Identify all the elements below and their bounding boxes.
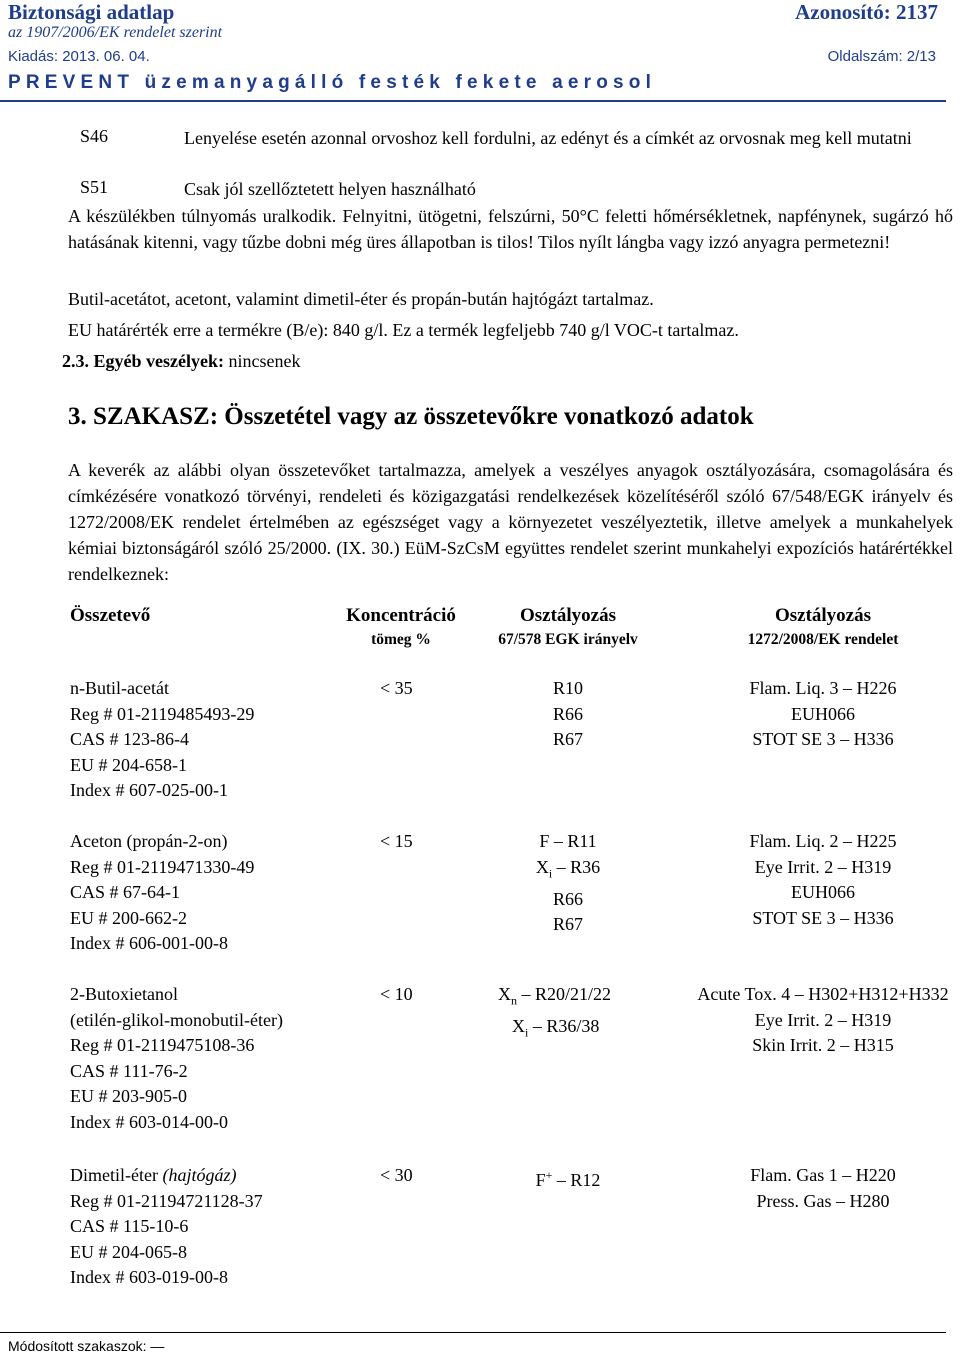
component-identifiers [70, 829, 370, 957]
component-reg-number: Reg # 01-2119471330-49 [70, 856, 255, 877]
clp-phrase: Acute Tox. 4 – H302+H312+H332 [697, 984, 949, 1004]
ec-phrase-with-symbol [498, 1014, 648, 1046]
component-cas-number: CAS # 111-76-2 [70, 1060, 188, 1081]
ec-phrase-with-symbol [498, 982, 648, 1014]
header-divider [0, 100, 946, 102]
ec-phrase: R67 [552, 729, 583, 750]
hazard-symbol-subscript: i [525, 1025, 529, 1040]
clp-phrase: Eye Irrit. 2 – H319 [754, 856, 892, 877]
ec-phrase: – R36/38 [532, 1016, 600, 1037]
ec-phrase: R10 [552, 678, 583, 698]
ec-phrase: R66 [552, 888, 583, 909]
ec-phrase: R67 [552, 914, 583, 935]
column-header-classification-clp: Osztályozás [774, 605, 872, 626]
component-eu-number: EU # 200-662-2 [70, 907, 187, 928]
ec-phrase-with-symbol [488, 1163, 648, 1194]
voc-limit-statement: EU határérték erre a termékre (B/e): 840 g/l. Ez a termék legfeljebb 740 g/l VOC-t tartalmaz. [68, 320, 739, 340]
component-identifiers [70, 1163, 370, 1291]
component-role: (hajtógáz) [162, 1165, 237, 1185]
clp-phrase: Flam. Liq. 2 – H225 [749, 831, 897, 851]
ec-phrase: – R36 [556, 856, 601, 877]
component-index-number: Index # 603-014-00-0 [70, 1111, 228, 1132]
component-cas-number: CAS # 67-64-1 [70, 882, 181, 903]
propellant-statement: Butil-acetátot, acetont, valamint dimetil-éter és propán-bután hajtógázt tartalmaz. [68, 289, 654, 309]
clp-classification [688, 829, 958, 931]
document-title: Biztonsági adatlap [8, 0, 175, 24]
clp-phrase: Flam. Gas 1 – H220 [750, 1165, 896, 1185]
clp-phrase: Flam. Liq. 3 – H226 [749, 678, 897, 698]
ec-phrase: R66 [552, 703, 583, 724]
component-reg-number: Reg # 01-2119475108-36 [70, 1035, 255, 1056]
hazard-symbol-subscript: n [511, 993, 517, 1008]
section-3-title: 3. SZAKASZ: Összetétel vagy az összetevőkre vonatkozó adatok [68, 403, 754, 430]
component-index-number: Index # 603-019-00-8 [70, 1267, 228, 1288]
s-phrase-text: Csak jól szellőztetett helyen használható [184, 179, 476, 199]
regulation-reference: az 1907/2006/EK rendelet szerint [8, 24, 223, 41]
component-concentration: < 15 [380, 831, 413, 851]
component-eu-number: EU # 204-658-1 [70, 754, 187, 775]
hazard-symbol-letter: X [498, 984, 511, 1004]
component-synonym: (etilén-glikol-monobutil-éter) [70, 1009, 283, 1030]
column-header-classification-ec-sub: 67/578 EGK irányelv [498, 631, 638, 648]
other-hazards-label: 2.3. Egyéb veszélyek: [62, 351, 224, 371]
component-index-number: Index # 606-001-00-8 [70, 933, 228, 954]
component-eu-number: EU # 204-065-8 [70, 1241, 187, 1262]
component-concentration: < 35 [380, 678, 413, 698]
component-identifiers [70, 676, 370, 804]
hazard-symbol-letter: X [535, 856, 549, 877]
hazard-symbol-subscript: i [548, 866, 553, 881]
column-header-concentration: Koncentráció [346, 605, 456, 626]
component-identifiers [70, 982, 370, 1136]
component-index-number: Index # 607-025-00-1 [70, 780, 228, 801]
document-header [0, 0, 960, 100]
ec-phrase-with-symbol [488, 855, 648, 887]
product-name: PREVENT üzemanyagálló festék fekete aerosol [8, 72, 657, 93]
ec-classification [488, 676, 648, 753]
clp-phrase: Eye Irrit. 2 – H319 [754, 1009, 892, 1030]
clp-classification [688, 982, 958, 1059]
column-header-component: Összetevő [70, 605, 151, 626]
clp-phrase: STOT SE 3 – H336 [752, 729, 894, 750]
component-concentration: < 30 [380, 1165, 413, 1185]
ec-classification [488, 1163, 648, 1194]
other-hazards-value: nincsenek [228, 351, 301, 371]
s-phrase-code: S46 [80, 126, 109, 146]
ec-phrase: – R12 [556, 1170, 601, 1190]
modified-sections-note: Módosított szakaszok: — [8, 1338, 165, 1354]
component-name: Dimetil-éter [70, 1165, 158, 1185]
column-header-classification-clp-sub: 1272/2008/EK rendelet [747, 631, 899, 648]
ec-phrase: – R20/21/22 [521, 984, 612, 1004]
column-header-concentration-unit: tömeg % [371, 631, 431, 648]
page-number: Oldalszám: 2/13 [827, 48, 936, 65]
other-hazards [62, 351, 300, 372]
ec-classification [498, 982, 648, 1046]
component-eu-number: EU # 203-905-0 [70, 1086, 187, 1107]
footer-divider [0, 1332, 946, 1333]
clp-phrase: Press. Gas – H280 [756, 1190, 890, 1211]
component-reg-number: Reg # 01-2119485493-29 [70, 703, 255, 724]
ec-classification [488, 829, 648, 938]
s-phrase-text: Lenyelése esetén azonnal orvoshoz kell fordulni, az edényt és a címkét az orvosnak meg kell mutatni [184, 128, 912, 148]
component-name: 2-Butoxietanol [70, 984, 178, 1004]
component-cas-number: CAS # 123-86-4 [70, 729, 190, 750]
document-identifier: Azonosító: 2137 [795, 0, 938, 24]
clp-phrase: STOT SE 3 – H336 [752, 907, 894, 928]
clp-phrase: Skin Irrit. 2 – H315 [752, 1035, 894, 1056]
component-name: Aceton (propán-2-on) [70, 831, 228, 851]
hazard-symbol-letter: F [535, 1170, 546, 1190]
hazard-symbol-letter: X [512, 1016, 525, 1037]
component-name: n-Butil-acetát [70, 678, 169, 698]
clp-phrase: EUH066 [791, 703, 855, 724]
component-cas-number: CAS # 115-10-6 [70, 1216, 189, 1237]
issue-date: Kiadás: 2013. 06. 04. [8, 48, 150, 65]
ec-phrase: F – R11 [539, 831, 597, 851]
hazard-symbol-superscript: + [545, 1168, 553, 1182]
clp-phrase: EUH066 [791, 882, 855, 903]
clp-classification [688, 676, 958, 753]
section-3-intro: A keverék az alábbi olyan összetevőket tartalmazza, amelyek a veszélyes anyagok osztályozására, csomagolására és címkézésére vonatkozó törvényi, rendeleti és közigazgatási rendelkezések közelítéséről szóló 67/548/EGK irányelv és 1272/2008/EK rendelet értelmében az egészséget vagy a környezetet veszélyeztetik, illetve amelyek a munkahelyek kémiai biztonságáról szóló 25/2000. (IX. 30.) EüM-SzCsM együttes rendelet szerint munkahelyi expozíciós határértékkel rendelkeznek: [68, 460, 953, 584]
s-phrase-code: S51 [80, 177, 109, 197]
clp-classification [688, 1163, 958, 1214]
component-reg-number: Reg # 01-21194721128-37 [70, 1190, 263, 1211]
pressure-warning-paragraph: A készülékben túlnyomás uralkodik. Felnyitni, ütögetni, felszúrni, 50°C feletti hőmérsékletnek, napfénynek, sugárzó hő hatásának kitenni, vagy tűzbe dobni még üres állapotban is tilos! Tilos nyílt lángba vagy izzó anyagra permetezni! [68, 206, 953, 252]
column-header-classification-ec: Osztályozás [519, 605, 617, 626]
component-concentration: < 10 [380, 984, 413, 1004]
component-name-line [70, 1163, 370, 1189]
